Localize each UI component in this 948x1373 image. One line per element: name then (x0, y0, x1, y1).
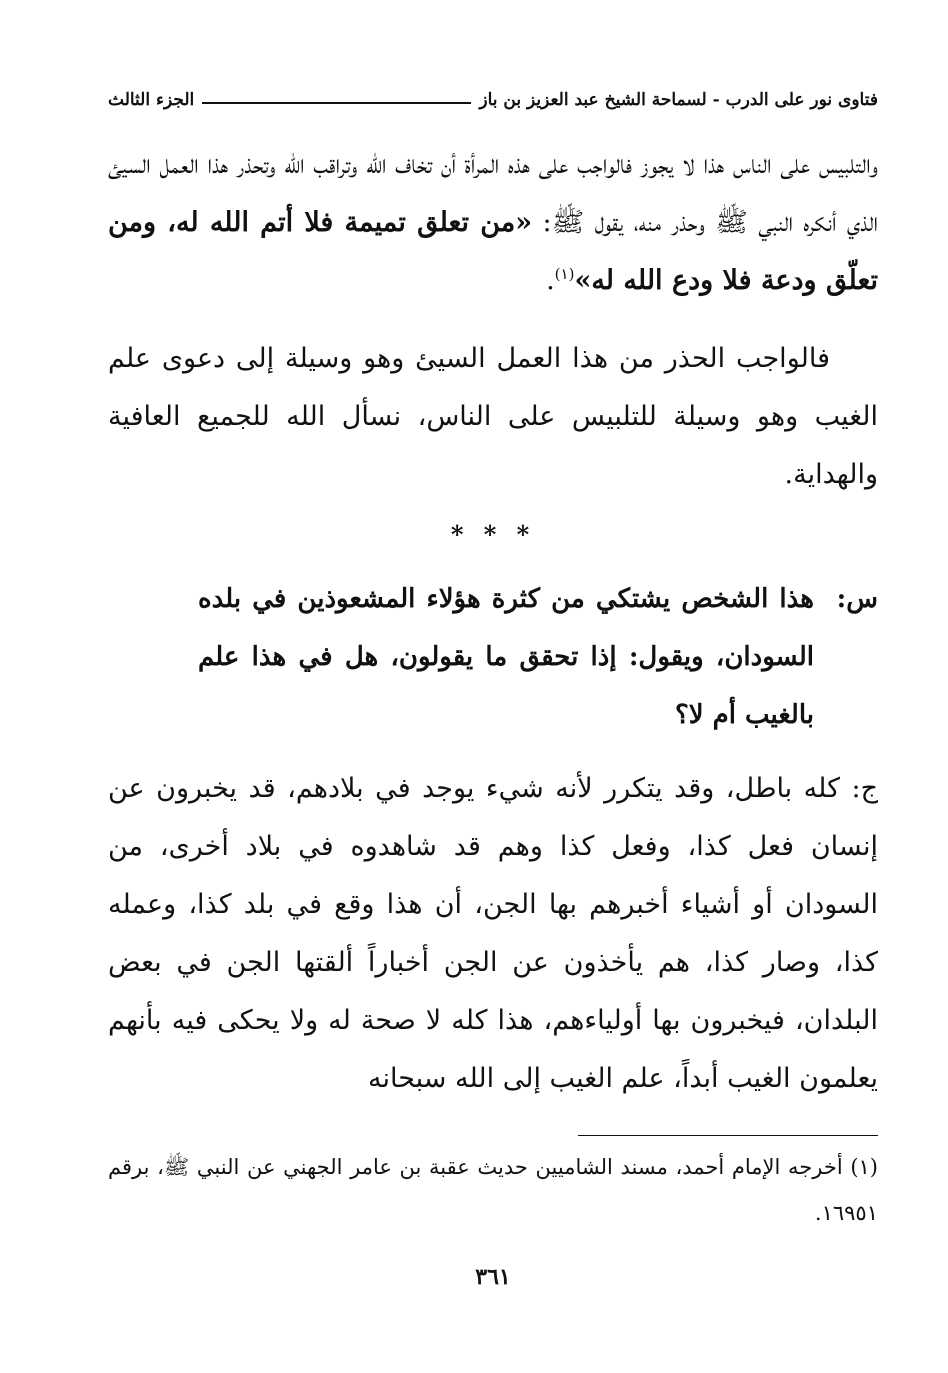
paragraph-1 (108, 136, 878, 310)
answer-block (108, 760, 878, 1108)
footnote-rule (578, 1135, 878, 1136)
answer-label: ج: (851, 773, 878, 804)
paragraph-2: فالواجب الحذر من هذا العمل السيئ وهو وسيلة إلى دعوى علم الغيب وهو وسيلة للتلبيس على الناس، نسأل الله للجميع العافية والهداية. (108, 343, 878, 490)
header-part: الجزء الثالث (108, 90, 195, 110)
header-book-title: فتاوى نور على الدرب - لسماحة الشيخ عبد العزيز بن باز (479, 90, 878, 110)
footnote: (١) أخرجه الإمام أحمد، مسند الشاميين حديث عقبة بن عامر الجهني عن النبي ﷺ، برقم ١٦٩٥١. (108, 1155, 878, 1225)
footnote-ref: (١) (554, 265, 575, 283)
section-separator: * * * (450, 520, 536, 549)
paragraph-1-end: . (546, 265, 555, 296)
paragraph-1-text: والتلبيس على الناس هذا لا يجوز فالواجب على هذه المرأة أن تخاف الله وتراقب الله وتحذر هذا العمل السيئ الذي أنكره النبي ﷺ وحذر منه، يقول ﷺ: (108, 149, 878, 238)
question-text: هذا الشخص يشتكي من كثرة هؤلاء المشعوذين في بلده السودان، ويقول: إذا تحقق ما يقولون، هل في هذا علم بالغيب أم لا؟ (198, 584, 814, 730)
question-label: س: (836, 584, 878, 614)
running-header (108, 80, 878, 120)
question-block (108, 570, 878, 744)
page-number: ٣٦١ (475, 1264, 511, 1290)
answer-text: كله باطل، وقد يتكرر لأنه شيء يوجد في بلادهم، قد يخبرون عن إنسان فعل كذا، وفعل كذا وهم قد شاهدوه في بلاد أخرى، من السودان أو أشياء أخبرهم بها الجن، أن هذا وقع في بلد كذا، وعمله كذا، وصار كذا، هم يأخذون عن الجن أخباراً ألقتها الجن في بعض البلدان، فيخبرون بها أولياءهم، هذا كله لا صحة له ولا يحكى فيه بأنهم يعلمون الغيب أبداً، علم الغيب إلى الله سبحانه (108, 773, 878, 1094)
hadith-quote: «من تعلق تميمة فلا أتم الله له، ومن تعلّق ودعة فلا ودع الله له» (108, 207, 878, 296)
book-page (108, 80, 878, 1290)
header-rule (202, 102, 471, 104)
